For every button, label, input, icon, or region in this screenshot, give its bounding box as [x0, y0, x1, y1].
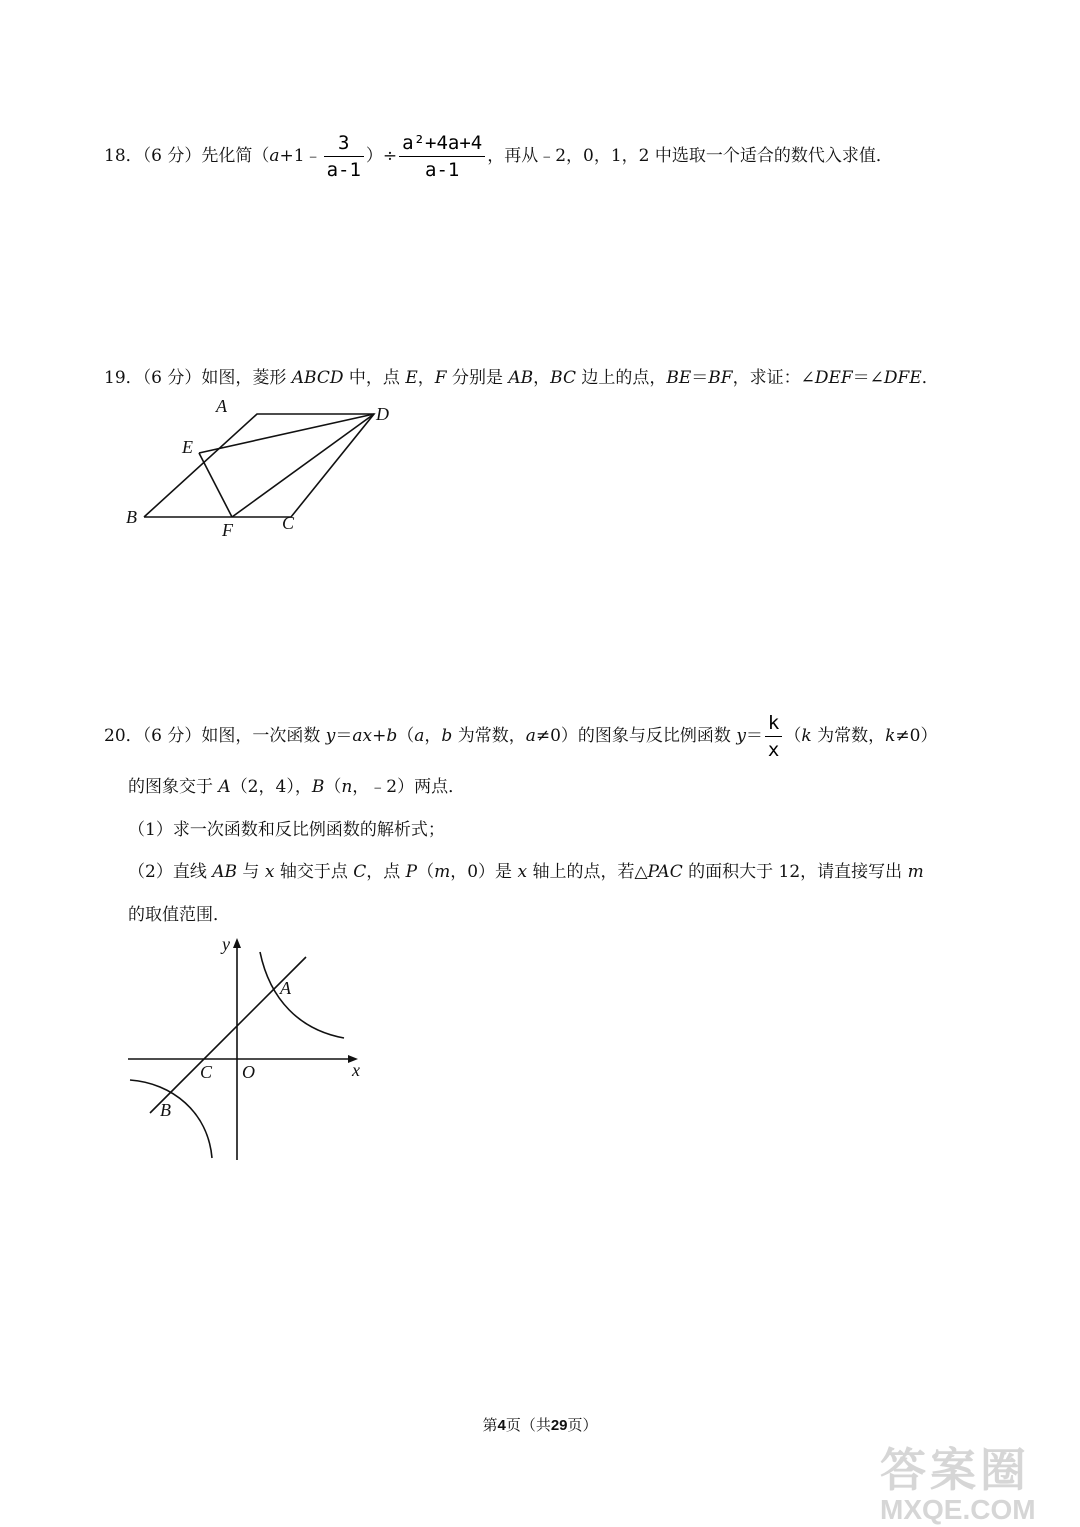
q18-lead: 先化简（	[201, 146, 270, 166]
q18-close-paren: ）÷	[365, 146, 398, 166]
footer-mid: 页（共	[505, 1416, 551, 1434]
q20-frac-denominator: x	[767, 739, 780, 761]
text-run: 轴上的点，若△	[527, 862, 648, 882]
text-run: ＝	[745, 726, 763, 746]
y-axis-arrow	[233, 938, 241, 948]
question-18	[104, 128, 893, 184]
text-run: ，	[533, 368, 551, 388]
label-C: C	[282, 513, 295, 533]
math-symbol: A	[218, 777, 231, 797]
question-20-line-1	[104, 710, 937, 763]
q19-number: 19．	[104, 368, 143, 388]
q18-plus-one: +1﹣	[279, 146, 322, 166]
q18-frac2-denominator: a-1	[425, 159, 460, 181]
text-run: （2）直线	[128, 862, 213, 882]
label-E: E	[182, 437, 193, 457]
math-symbol: n	[341, 777, 353, 797]
label-D: D	[376, 404, 389, 424]
hyperbola-branch-lower	[130, 1080, 212, 1158]
math-symbol: DEF	[814, 368, 853, 388]
watermark-logo	[880, 1445, 1070, 1525]
text-run: 分别是	[446, 368, 509, 388]
math-symbol: PAC	[647, 862, 683, 882]
text-run: ＝∠	[852, 368, 884, 388]
q19-text	[201, 368, 938, 388]
footer-total-pages: 29	[550, 1417, 568, 1434]
q20-sub-2-line-2: 的取值范围．	[128, 905, 230, 925]
label-B: B	[126, 507, 137, 527]
text-run: ．	[921, 368, 939, 388]
q18-number: 18．	[104, 146, 143, 166]
math-symbol: x	[264, 862, 275, 882]
page-footer	[0, 1414, 1080, 1435]
text-run: （	[417, 862, 435, 882]
text-run: 边上的点，	[575, 368, 667, 388]
math-symbol: E	[405, 368, 418, 388]
math-symbol: BE	[666, 368, 692, 388]
text-run: （	[397, 726, 415, 746]
q20-sub-2	[128, 860, 924, 884]
q18-score: （6 分）	[142, 146, 202, 166]
rhombus-outline	[144, 414, 374, 517]
q20-fraction	[765, 710, 782, 763]
q18-fraction-1	[324, 130, 364, 183]
text-run: ，	[417, 368, 435, 388]
text-run: 轴交于点	[274, 862, 354, 882]
q18-tail: ，再从﹣2，0，1，2 中选取一个适合的数代入求值．	[487, 146, 893, 166]
text-run: （	[324, 777, 342, 797]
q18-frac2-numerator: a²+4a+4	[402, 132, 483, 154]
label-y: y	[222, 934, 230, 954]
math-symbol: BF	[708, 368, 733, 388]
text-run: ≠0）的图象与反比例函数	[535, 726, 737, 746]
footer-suffix: 页）	[567, 1416, 598, 1434]
q18-frac1-numerator: 3	[338, 132, 350, 154]
math-symbol: b	[441, 726, 453, 746]
math-symbol: ABCD	[291, 368, 344, 388]
math-symbol: B	[311, 777, 325, 797]
q20-line1-text	[201, 726, 763, 746]
math-symbol: F	[434, 368, 447, 388]
math-symbol: a	[414, 726, 425, 746]
watermark-line-1: 答案圈	[880, 1444, 1030, 1496]
label-B: B	[160, 1100, 171, 1120]
math-symbol: AB	[508, 368, 534, 388]
text-run: ，﹣2）两点．	[352, 777, 466, 797]
text-run: 为常数，	[452, 726, 526, 746]
text-run: ，0）是	[450, 862, 518, 882]
q20-score: （6 分）	[142, 726, 202, 746]
q18-frac1-denominator: a-1	[326, 159, 361, 181]
text-run: 中，点	[343, 368, 406, 388]
watermark-line-2: MXQE.COM	[880, 1494, 1036, 1525]
segment-EF	[199, 453, 232, 517]
label-A: A	[280, 978, 291, 998]
q20-line-2	[128, 775, 465, 799]
q19-score: （6 分）	[142, 368, 202, 388]
math-symbol: b	[386, 726, 398, 746]
math-symbol: y	[736, 726, 746, 746]
text-run: 的图象交于	[128, 777, 219, 797]
text-run: ，求证：∠	[732, 368, 815, 388]
math-symbol: ax	[352, 726, 373, 746]
text-run: 的面积大于 12，请直接写出	[682, 862, 908, 882]
text-run: 为常数，	[811, 726, 886, 746]
label-A: A	[216, 396, 227, 416]
math-symbol: y	[325, 726, 336, 746]
math-symbol: BC	[550, 368, 576, 388]
math-symbol: m	[907, 862, 924, 882]
math-symbol: x	[517, 862, 528, 882]
math-symbol: DFE	[883, 368, 922, 388]
text-run: 与	[237, 862, 265, 882]
math-symbol: C	[353, 862, 367, 882]
math-symbol: k	[801, 726, 812, 746]
text-run: ，	[424, 726, 442, 746]
math-symbol: P	[405, 862, 418, 882]
label-F: F	[222, 520, 233, 540]
math-symbol: a	[525, 726, 536, 746]
hyperbola-branch-upper	[260, 952, 344, 1038]
text-run: （	[784, 726, 802, 746]
question-19	[104, 366, 939, 390]
math-symbol: k	[885, 726, 896, 746]
label-C: C	[200, 1062, 213, 1082]
rhombus-figure	[110, 395, 410, 545]
text-run: ，点	[366, 862, 406, 882]
math-symbol: m	[434, 862, 451, 882]
text-run: （2，4），	[230, 777, 312, 797]
q20-number: 20．	[104, 726, 143, 746]
text-run: 如图，一次函数	[201, 726, 326, 746]
q20-frac-numerator: k	[767, 712, 780, 734]
q18-var-a: a	[269, 146, 280, 166]
q20-line1-tail	[784, 726, 937, 746]
text-run: +	[372, 726, 387, 746]
label-O: O	[242, 1062, 255, 1082]
text-run: ＝	[335, 726, 353, 746]
text-run: 如图，菱形	[201, 368, 292, 388]
q18-fraction-2	[399, 130, 485, 183]
math-symbol: AB	[212, 862, 238, 882]
text-run: ＝	[691, 368, 709, 388]
text-run: ≠0）	[895, 726, 938, 746]
q20-sub-1: （1）求一次函数和反比例函数的解析式；	[128, 820, 445, 840]
function-graph-figure	[120, 930, 380, 1170]
footer-page-number: 4	[497, 1417, 506, 1434]
footer-prefix: 第	[482, 1416, 498, 1434]
label-x: x	[352, 1060, 360, 1080]
